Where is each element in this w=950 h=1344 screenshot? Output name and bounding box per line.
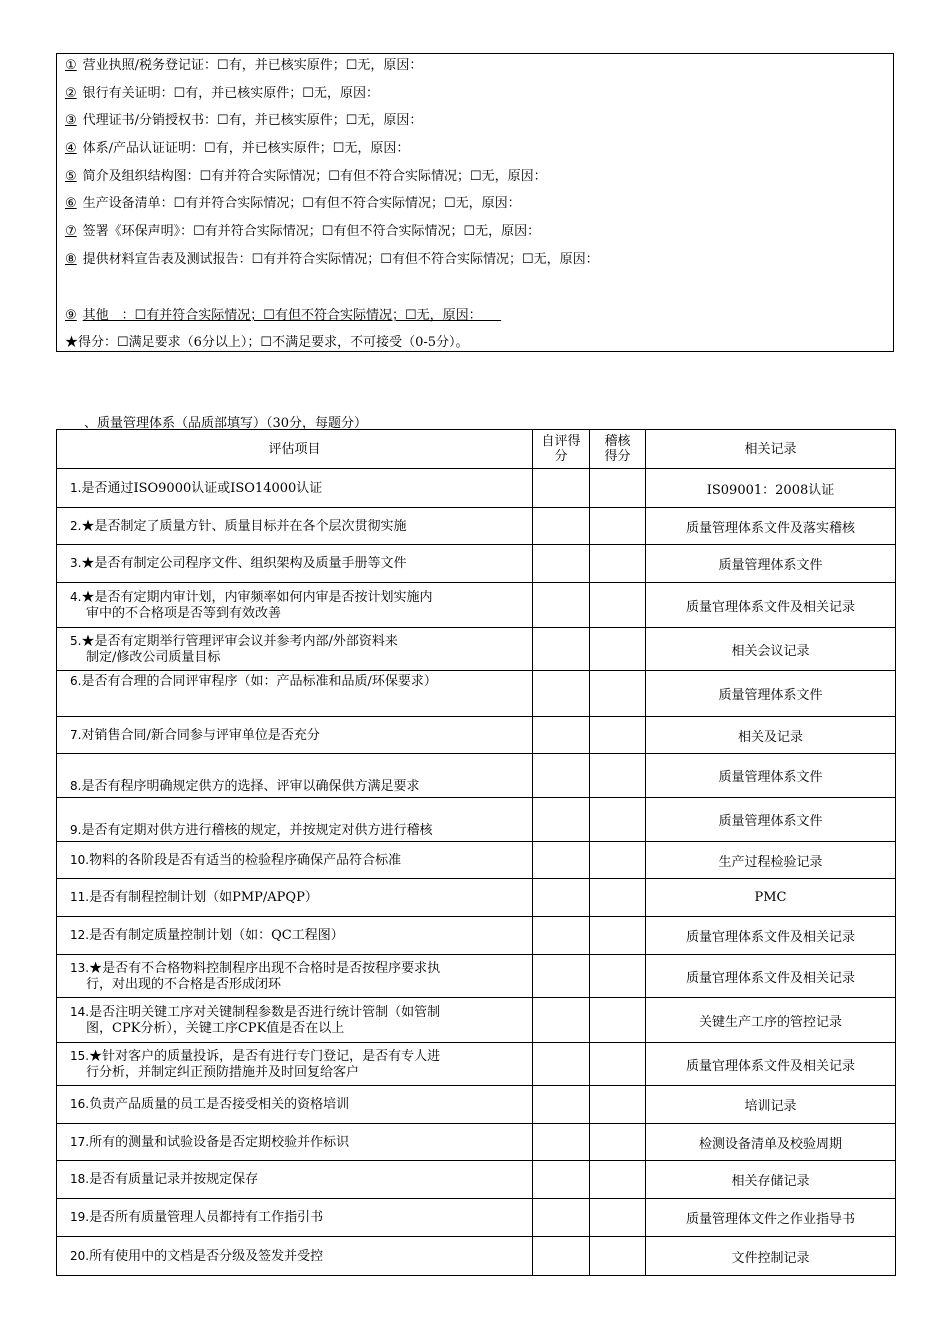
- item-number: 5.: [70, 633, 82, 648]
- audit-score-cell[interactable]: [590, 508, 646, 545]
- item-number: ③: [65, 113, 77, 128]
- header-records: 相关记录: [646, 430, 896, 469]
- item-number: 6.: [70, 674, 82, 688]
- related-record: 相关存储记录: [646, 1161, 896, 1199]
- table-row: [57, 545, 896, 583]
- table-row: [57, 1161, 896, 1199]
- item-number: ⑧: [65, 252, 77, 267]
- table-row: [57, 1199, 896, 1237]
- table-row: [57, 671, 896, 717]
- item-number: ⑥: [65, 196, 77, 211]
- related-record: 质量管理体系文件及落实稽核: [646, 508, 896, 545]
- item-text: 体系/产品认证证明：☐有，并已核实原件；☐无，原因：: [82, 141, 410, 156]
- self-score-cell[interactable]: [533, 1199, 590, 1237]
- self-score-cell[interactable]: [533, 671, 590, 717]
- audit-score-cell[interactable]: [590, 1124, 646, 1161]
- self-score-cell[interactable]: [533, 917, 590, 955]
- related-record: 相关会议记录: [646, 628, 896, 671]
- item-number: 4.: [70, 589, 82, 604]
- self-score-cell[interactable]: [533, 717, 590, 754]
- item-number: 17.: [70, 1134, 90, 1149]
- document-checklist-box: [56, 53, 894, 352]
- table-row: [57, 879, 896, 917]
- item-text: 银行有关证明：☐有，并已核实原件；☐无，原因：: [82, 86, 379, 101]
- table-row: [57, 508, 896, 545]
- self-score-cell[interactable]: [533, 1161, 590, 1199]
- item-text: ★针对客户的质量投诉，是否有进行专门登记，是否有专人进: [89, 1048, 441, 1064]
- table-row: [57, 842, 896, 879]
- item-number: 20.: [70, 1248, 90, 1263]
- item-text: ★是否制定了质量方针、质量目标并在各个层次贯彻实施: [81, 518, 407, 534]
- audit-score-cell[interactable]: [590, 545, 646, 583]
- item-text-continued: 制定/修改公司质量目标: [86, 649, 221, 665]
- header-self-score: [533, 430, 590, 469]
- self-score-cell[interactable]: [533, 583, 590, 628]
- item-number: 15.: [70, 1048, 90, 1063]
- self-score-cell[interactable]: [533, 879, 590, 917]
- item-text-continued: 行，对出现的不合格是否形成闭环: [86, 976, 282, 992]
- assessment-item: [57, 842, 533, 879]
- assessment-item: [57, 998, 533, 1043]
- item-text-continued: 行分析，并制定纠正预防措施并及时回复给客户: [86, 1064, 360, 1080]
- related-record: IS09001：2008认证: [646, 469, 896, 508]
- assessment-item: [57, 879, 533, 917]
- related-record: 文件控制记录: [646, 1237, 896, 1276]
- self-score-cell[interactable]: [533, 1086, 590, 1124]
- item-number: 13.: [70, 960, 90, 975]
- table-row: [57, 917, 896, 955]
- table-row: [57, 1237, 896, 1276]
- audit-score-cell[interactable]: [590, 1043, 646, 1086]
- item-number: ⑨: [65, 308, 77, 323]
- checklist-item-6: [65, 195, 521, 213]
- item-number: 1.: [70, 480, 82, 495]
- assessment-item: [57, 917, 533, 955]
- related-record: 质量官理体系文件及相关记录: [646, 955, 896, 998]
- quality-assessment-table: [56, 429, 896, 1276]
- item-text: 是否注明关键工序对关键制程参数是否进行统计管制（如管制: [89, 1004, 441, 1020]
- item-number: ④: [65, 141, 77, 156]
- item-text: ★是否有不合格物料控制程序出现不合格时是否按程序要求执: [89, 960, 441, 976]
- table-row: [57, 1043, 896, 1086]
- audit-score-cell[interactable]: [590, 1161, 646, 1199]
- related-record: 质量官理体系文件及相关记录: [646, 583, 896, 628]
- item-number: 12.: [70, 928, 90, 942]
- item-number: 3.: [70, 556, 82, 570]
- item-text: 是否有制定质量控制计划（如：QC工程图）: [89, 928, 344, 943]
- related-record: 关键生产工序的管控记录: [646, 998, 896, 1043]
- item-text: 简介及组织结构图：☐有并符合实际情况；☐有但不符合实际情况；☐无，原因：: [82, 169, 547, 184]
- checklist-item-3: [65, 112, 422, 130]
- assessment-item: [57, 798, 533, 842]
- table-row: [57, 754, 896, 798]
- audit-score-cell[interactable]: [590, 1237, 646, 1276]
- self-score-cell[interactable]: [533, 842, 590, 879]
- item-text: 所有的测量和试验设备是否定期校验并作标识: [89, 1134, 350, 1150]
- item-text: 对销售合同/新合同参与评审单位是否充分: [81, 727, 320, 743]
- assessment-item: [57, 1237, 533, 1276]
- item-text: 是否有制程控制计划（如PMP/APQP）: [89, 890, 318, 905]
- table-row: [57, 955, 896, 998]
- table-row: [57, 998, 896, 1043]
- score-line: ★得分：☐满足要求（6分以上）；☐不满足要求，不可接受（0-5分）。: [65, 335, 469, 350]
- item-text: 提供材料宣告表及测试报告：☐有并符合实际情况；☐有但不符合实际情况；☐无，原因：: [82, 252, 599, 267]
- table-body: [57, 469, 896, 1276]
- checklist-item-1: [65, 57, 422, 75]
- assessment-item: [57, 508, 533, 545]
- audit-score-cell[interactable]: [590, 1199, 646, 1237]
- checklist-item-2: [65, 85, 379, 103]
- related-record: 质量管理体文件之作业指导书: [646, 1199, 896, 1237]
- audit-score-cell[interactable]: [590, 671, 646, 717]
- self-score-cell[interactable]: [533, 628, 590, 671]
- section-title: 、质量管理体系（品质部填写）（30分，每题分）: [84, 416, 368, 431]
- item-number: ①: [65, 58, 77, 73]
- header-item: 评估项目: [57, 430, 533, 469]
- table-row: [57, 798, 896, 842]
- item-number: 8.: [70, 779, 82, 793]
- header-self-score-line2: 分: [554, 449, 568, 464]
- item-number: ⑦: [65, 224, 77, 239]
- item-text: 代理证书/分销授权书：☐有，并已核实原件；☐无，原因：: [82, 113, 423, 128]
- item-number: 9.: [70, 823, 82, 837]
- header-self-score-line1: 自评得: [541, 434, 581, 449]
- assessment-item: [57, 754, 533, 798]
- item-text: 是否有质量记录并按规定保存: [89, 1172, 259, 1187]
- header-audit-score: [590, 430, 646, 469]
- audit-score-cell[interactable]: [590, 879, 646, 917]
- audit-score-cell[interactable]: [590, 798, 646, 842]
- item-number: 18.: [70, 1172, 90, 1186]
- assessment-item: [57, 583, 533, 628]
- assessment-item: [57, 671, 533, 717]
- related-record: 质量官理体系文件及相关记录: [646, 917, 896, 955]
- related-record: 质量管理体系文件: [646, 545, 896, 583]
- related-record: 质量管理体系文件: [646, 798, 896, 842]
- audit-score-cell[interactable]: [590, 955, 646, 998]
- self-score-cell[interactable]: [533, 798, 590, 842]
- assessment-item: [57, 469, 533, 508]
- table-row: [57, 717, 896, 754]
- item-text: 是否有程序明确规定供方的选择、评审以确保供方满足要求: [81, 779, 420, 794]
- item-number: ②: [65, 86, 77, 101]
- item-text-continued: 审中的不合格项是否等到有效改善: [86, 605, 282, 621]
- item-text: 是否有合理的合同评审程序（如：产品标准和品质/环保要求）: [81, 674, 437, 689]
- item-number: 16.: [70, 1097, 90, 1111]
- item-text: 签署《环保声明》：☐有并符合实际情况；☐有但不符合实际情况；☐无，原因：: [82, 224, 541, 239]
- item-text: ★是否有定期内审计划，内审频率如何内审是否按计划实施内: [81, 589, 433, 605]
- audit-score-cell[interactable]: [590, 842, 646, 879]
- item-text: 是否所有质量管理人员都持有工作指引书: [89, 1210, 324, 1225]
- item-text: 所有使用中的文档是否分级及签发并受控: [89, 1248, 324, 1264]
- assessment-item: [57, 1124, 533, 1161]
- item-text: 物料的各阶段是否有适当的检验程序确保产品符合标准: [89, 852, 402, 868]
- self-score-cell[interactable]: [533, 998, 590, 1043]
- item-text: 营业执照/税务登记证：☐有，并已核实原件；☐无，原因：: [82, 58, 423, 73]
- related-record: 质量官理体系文件及相关记录: [646, 1043, 896, 1086]
- self-score-cell[interactable]: [533, 469, 590, 508]
- item-text: 负责产品质量的员工是否接受相关的资格培训: [89, 1097, 350, 1112]
- audit-score-cell[interactable]: [590, 717, 646, 754]
- item-text: 是否有定期对供方进行稽核的规定，并按规定对供方进行稽核: [81, 823, 433, 838]
- audit-score-cell[interactable]: [590, 583, 646, 628]
- assessment-item: [57, 1199, 533, 1237]
- item-number: 19.: [70, 1210, 90, 1224]
- self-score-cell[interactable]: [533, 1124, 590, 1161]
- item-number: 10.: [70, 852, 90, 867]
- related-record: 生产过程检验记录: [646, 842, 896, 879]
- checklist-item-9: [65, 307, 501, 325]
- table-row: [57, 1086, 896, 1124]
- related-record: 质量管理体系文件: [646, 671, 896, 717]
- related-record: 相关及记录: [646, 717, 896, 754]
- assessment-item: [57, 545, 533, 583]
- self-score-cell[interactable]: [533, 1237, 590, 1276]
- audit-score-cell[interactable]: [590, 998, 646, 1043]
- item-text: 其他 ：☐有并符合实际情况；☐有但不符合实际情况；☐无，原因：: [82, 308, 502, 323]
- self-score-cell[interactable]: [533, 754, 590, 798]
- assessment-item: [57, 628, 533, 671]
- related-record: 质量管理体系文件: [646, 754, 896, 798]
- assessment-item: [57, 1086, 533, 1124]
- checklist-item-5: [65, 168, 547, 186]
- header-audit-score-line2: 得分: [604, 449, 631, 464]
- audit-score-cell[interactable]: [590, 917, 646, 955]
- table-row: [57, 583, 896, 628]
- self-score-cell[interactable]: [533, 955, 590, 998]
- item-text-continued: 图，CPK分析），关键工序CPK值是否在以上: [86, 1020, 345, 1036]
- assessment-item: [57, 1043, 533, 1086]
- assessment-item: [57, 955, 533, 998]
- related-record: 培训记录: [646, 1086, 896, 1124]
- audit-score-cell[interactable]: [590, 469, 646, 508]
- item-number: ⑤: [65, 169, 77, 184]
- item-text: 生产设备清单：☐有并符合实际情况；☐有但不符合实际情况；☐无，原因：: [82, 196, 521, 211]
- checklist-item-7: [65, 223, 540, 241]
- related-record: PMC: [646, 879, 896, 917]
- related-record: 检测设备清单及校验周期: [646, 1124, 896, 1161]
- item-text: 是否通过ISO9000认证或ISO14000认证: [81, 480, 323, 496]
- checklist-item-4: [65, 140, 409, 158]
- audit-score-cell[interactable]: [590, 1086, 646, 1124]
- item-number: 7.: [70, 727, 82, 742]
- checklist-item-8: [65, 251, 599, 269]
- table-row: [57, 469, 896, 508]
- self-score-cell[interactable]: [533, 1043, 590, 1086]
- assessment-item: [57, 717, 533, 754]
- header-audit-score-line1: 稽核: [604, 434, 631, 449]
- item-number: 14.: [70, 1004, 90, 1019]
- table-header-row: [57, 430, 896, 469]
- self-score-cell[interactable]: [533, 508, 590, 545]
- item-text: ★是否有定期举行管理评审会议并参考内部/外部资料来: [81, 633, 398, 649]
- table-row: [57, 1124, 896, 1161]
- item-number: 11.: [70, 890, 90, 904]
- table-row: [57, 628, 896, 671]
- audit-score-cell[interactable]: [590, 628, 646, 671]
- audit-score-cell[interactable]: [590, 754, 646, 798]
- assessment-item: [57, 1161, 533, 1199]
- self-score-cell[interactable]: [533, 545, 590, 583]
- item-text: ★是否有制定公司程序文件、组织架构及质量手册等文件: [81, 556, 407, 571]
- item-number: 2.: [70, 518, 82, 533]
